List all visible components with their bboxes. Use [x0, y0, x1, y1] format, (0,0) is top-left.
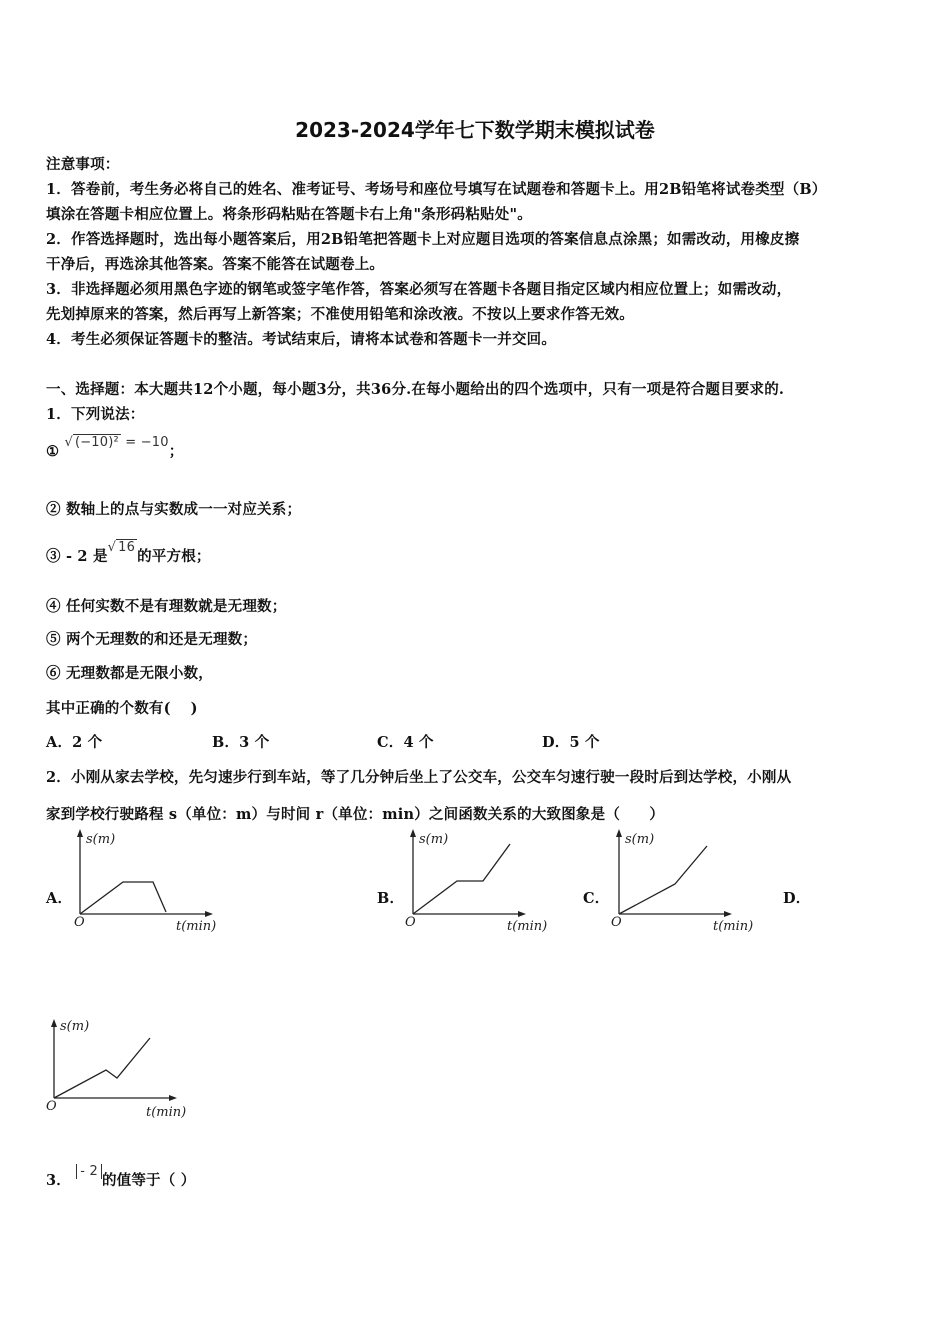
x-arrow [518, 911, 526, 917]
y-arrow [616, 829, 622, 837]
statement-6: ⑥ 无理数都是无限小数， [46, 665, 213, 682]
sqrt-expression: √ (−10)² = −10 [64, 435, 169, 450]
question-3-number: 3． [46, 1172, 71, 1189]
origin-label: O [46, 1099, 57, 1114]
notice-line: 先划掉原来的答案，然后再写上新答案；不准使用铅笔和涂改液。不按以上要求作答无效。 [46, 306, 634, 323]
notice-line: 4．考生必须保证答题卡的整洁。考试结束后，请将本试卷和答题卡一并交回。 [46, 331, 557, 348]
statement-3 [46, 540, 211, 566]
graph-curve [619, 846, 707, 914]
semicolon: ； [168, 443, 184, 460]
x-axis-label: t(min) [507, 919, 548, 934]
statement-3-suffix: 的平方根； [137, 548, 211, 565]
y-axis-label: s(m) [419, 832, 449, 847]
x-axis-label: t(min) [176, 919, 217, 934]
x-arrow [169, 1095, 177, 1101]
y-arrow [410, 829, 416, 837]
radicand: 16 [118, 540, 136, 555]
statement-1-number: ① [46, 443, 60, 460]
notice-line: 2．作答选择题时，选出每小题答案后，用2B铅笔把答题卡上对应题目选项的答案信息点涂黑；如需改动，用橡皮擦 [46, 231, 800, 248]
option-d[interactable]: D．5 个 [542, 734, 600, 751]
x-axis-label: t(min) [713, 919, 754, 934]
origin-label: O [74, 915, 85, 930]
statement-3-prefix: ③ - 2 是 [46, 548, 108, 565]
sqrt-16: √ 16 [107, 540, 136, 555]
question-3 [46, 1164, 196, 1190]
origin-label: O [611, 915, 622, 930]
graph-curve [80, 882, 166, 914]
statement-5: ⑤ 两个无理数的和还是无理数； [46, 631, 258, 648]
question-2-line-2: 家到学校行驶路程 s（单位：m）与时间 r（单位：min）之间函数关系的大致图象是（ ） [46, 806, 665, 823]
question-3-suffix: 的值等于（ ） [101, 1172, 196, 1189]
notice-line: 3．非选择题必须用黑色字迹的钢笔或签字笔作答，答案必须写在答题卡各题目指定区域内相应位置上；如需改动， [46, 281, 792, 298]
graph-a [68, 826, 228, 938]
x-arrow [724, 911, 732, 917]
radicand: (−10)² [74, 435, 119, 450]
notice-line: 填涂在答题卡相应位置上。将条形码粘贴在答题卡右上角"条形码粘贴处"。 [46, 206, 532, 223]
statement-4: ④ 任何实数不是有理数就是无理数； [46, 598, 287, 615]
graph-label-b[interactable]: B． [377, 890, 405, 907]
notice-line: 干净后，再选涂其他答案。答案不能答在试题卷上。 [46, 256, 385, 273]
graph-c [607, 826, 767, 938]
y-arrow [77, 829, 83, 837]
question-1-ask: 其中正确的个数有( ) [46, 700, 198, 717]
option-a[interactable]: A．2 个 [46, 734, 103, 751]
graph-d [42, 1012, 202, 1124]
statement-2: ② 数轴上的点与实数成一一对应关系； [46, 501, 302, 518]
question-1-stem: 1．下列说法： [46, 406, 145, 423]
y-axis-label: s(m) [86, 832, 116, 847]
graph-curve [413, 844, 510, 914]
equation-rest: = −10 [125, 435, 169, 450]
graph-curve [54, 1038, 150, 1098]
graph-label-a[interactable]: A． [46, 890, 73, 907]
x-axis-label: t(min) [146, 1105, 187, 1120]
origin-label: O [405, 915, 416, 930]
option-b[interactable]: B．3 个 [212, 734, 270, 751]
page-title: 2023-2024学年七下数学期末模拟试卷 [295, 118, 655, 142]
y-axis-label: s(m) [60, 1019, 90, 1034]
question-2-line-1: 2．小刚从家去学校，先匀速步行到车站，等了几分钟后坐上了公交车，公交车匀速行驶一段时后到达学校，小刚从 [46, 769, 792, 786]
graph-label-d[interactable]: D． [783, 890, 811, 907]
option-c[interactable]: C．4 个 [377, 734, 434, 751]
statement-1 [46, 435, 184, 461]
y-axis-label: s(m) [625, 832, 655, 847]
graph-b [401, 826, 561, 938]
x-arrow [205, 911, 213, 917]
graph-label-c[interactable]: C． [583, 890, 610, 907]
notice-line: 1．答卷前，考生务必将自己的姓名、准考证号、考场号和座位号填写在试题卷和答题卡上。用2B铅笔将试卷类型（B） [46, 181, 827, 198]
section-heading: 一、选择题：本大题共12个小题，每小题3分，共36分.在每小题给出的四个选项中，只有一项是符合题目要求的. [46, 381, 785, 398]
y-arrow [51, 1019, 57, 1027]
absolute-value: - 2 [76, 1164, 102, 1179]
notice-heading: 注意事项： [46, 156, 120, 173]
